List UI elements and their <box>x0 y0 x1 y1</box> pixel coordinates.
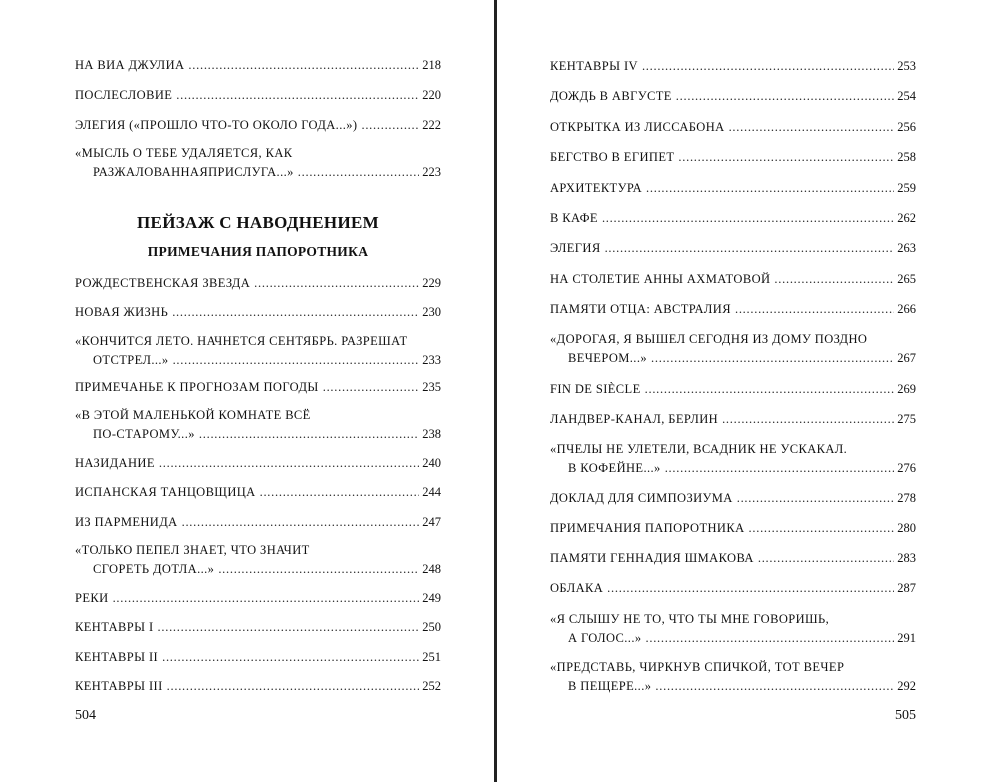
toc-page-number: 256 <box>897 120 916 134</box>
page-number-left: 504 <box>75 708 96 723</box>
toc-entry-line <box>75 483 441 502</box>
toc-page-number: 218 <box>422 58 441 72</box>
toc-entry[interactable] <box>550 579 916 598</box>
toc-entry-title: «МЫСЛЬ О ТЕБЕ УДАЛЯЕТСЯ, КАК <box>75 146 293 160</box>
toc-entry-title: ОБЛАКА <box>550 581 604 595</box>
toc-entry-title: ИЗ ПАРМЕНИДА <box>75 515 178 529</box>
toc-entry-line <box>550 87 916 106</box>
toc-entry-title: РЕКИ <box>75 591 109 605</box>
toc-page-number: 230 <box>422 305 441 319</box>
toc-page-number: 283 <box>897 551 916 565</box>
toc-entry-title: РОЖДЕСТВЕНСКАЯ ЗВЕЗДА <box>75 276 251 290</box>
toc-page-number: 275 <box>897 412 916 426</box>
toc-entry-line <box>550 300 916 319</box>
toc-entry[interactable] <box>75 86 441 105</box>
dot-leader <box>665 459 895 478</box>
toc-entry-title: ПРИМЕЧАНИЯ ПАПОРОТНИКА <box>550 521 745 535</box>
toc-page-number: 252 <box>422 679 441 693</box>
dot-leader <box>218 560 419 579</box>
toc-entry-title: «Я СЛЫШУ НЕ ТО, ЧТО ТЫ МНЕ ГОВОРИШЬ, <box>550 612 830 626</box>
toc-entry[interactable] <box>550 519 916 538</box>
toc-entry[interactable] <box>75 378 441 397</box>
toc-entry-line <box>75 274 441 293</box>
toc-page-number: 267 <box>897 351 916 365</box>
toc-entry-line <box>550 410 916 429</box>
dot-leader <box>735 300 894 319</box>
toc-entry-title: «ТОЛЬКО ПЕПЕЛ ЗНАЕТ, ЧТО ЗНАЧИТ <box>75 543 310 557</box>
toc-entry-title: FIN DE SIÈCLE <box>550 382 641 396</box>
toc-entry-line <box>550 440 916 459</box>
toc-entry-title: НОВАЯ ЖИЗНЬ <box>75 305 169 319</box>
toc-entry-line <box>550 57 916 76</box>
dot-leader <box>607 579 894 598</box>
toc-entry-line <box>550 239 916 258</box>
toc-page-number: 229 <box>422 276 441 290</box>
toc-entry-title: ВЕЧЕРОМ...» <box>568 351 648 365</box>
toc-entry-line <box>75 454 441 473</box>
toc-entry[interactable] <box>75 677 441 696</box>
dot-leader <box>159 454 419 473</box>
toc-entry-line <box>75 618 441 637</box>
toc-page-number: 265 <box>897 272 916 286</box>
toc-entry[interactable] <box>75 618 441 637</box>
toc-entry-title: НАЗИДАНИЕ <box>75 456 155 470</box>
dot-leader <box>323 378 420 397</box>
toc-page-number: 266 <box>897 302 916 316</box>
toc-entry-line <box>75 303 441 322</box>
toc-entry-title: ДОКЛАД ДЛЯ СИМПОЗИУМА <box>550 491 733 505</box>
toc-entry-title: ПОСЛЕСЛОВИЕ <box>75 88 173 102</box>
toc-entry-title: «КОНЧИТСЯ ЛЕТО. НАЧНЕТСЯ СЕНТЯБРЬ. РАЗРЕШАТ <box>75 334 408 348</box>
dot-leader <box>188 56 419 75</box>
toc-entry-title: ЭЛЕГИЯ («ПРОШЛО ЧТО-ТО ОКОЛО ГОДА...») <box>75 118 358 132</box>
toc-entry-title: ИСПАНСКАЯ ТАНЦОВЩИЦА <box>75 485 256 499</box>
dot-leader <box>182 513 420 532</box>
toc-page-number: 253 <box>897 59 916 73</box>
toc-entry-line <box>550 380 916 399</box>
dot-leader <box>199 425 419 444</box>
toc-entry[interactable] <box>75 406 441 444</box>
toc-entry-title: ПАМЯТИ ГЕННАДИЯ ШМАКОВА <box>550 551 754 565</box>
book-gutter <box>494 0 497 782</box>
toc-entry-line <box>550 489 916 508</box>
toc-page-number: 280 <box>897 521 916 535</box>
toc-entry[interactable] <box>550 87 916 106</box>
toc-entry-line <box>550 519 916 538</box>
dot-leader <box>645 380 895 399</box>
dot-leader <box>176 86 419 105</box>
toc-entry[interactable] <box>550 549 916 568</box>
toc-entry[interactable] <box>550 270 916 289</box>
subsection-title: ПРИМЕЧАНИЯ ПАПОРОТНИКА <box>147 244 369 259</box>
dot-leader <box>167 677 420 696</box>
toc-entry[interactable] <box>75 513 441 532</box>
toc-entry-title: ПРИМЕЧАНЬЕ К ПРОГНОЗАМ ПОГОДЫ <box>75 380 319 394</box>
toc-entry-title: ПАМЯТИ ОТЦА: АВСТРАЛИЯ <box>550 302 731 316</box>
toc-entry-line <box>75 589 441 608</box>
toc-entry-title: НА СТОЛЕТИЕ АННЫ АХМАТОВОЙ <box>550 272 771 286</box>
toc-page-number: 259 <box>897 181 916 195</box>
dot-leader <box>722 410 894 429</box>
toc-entry-line <box>75 378 441 397</box>
toc-entry-title: ЭЛЕГИЯ <box>550 241 601 255</box>
toc-entry-line <box>550 610 916 629</box>
dot-leader <box>173 351 420 370</box>
dot-leader <box>605 239 895 258</box>
toc-page-number: 254 <box>897 89 916 103</box>
dot-leader <box>737 489 895 508</box>
toc-entry-title: КЕНТАВРЫ I <box>75 620 154 634</box>
toc-page-number: 248 <box>422 562 441 576</box>
toc-entry-title: «ПЧЕЛЫ НЕ УЛЕТЕЛИ, ВСАДНИК НЕ УСКАКАЛ. <box>550 442 848 456</box>
toc-entry-line <box>75 513 441 532</box>
toc-entry[interactable] <box>75 541 441 579</box>
toc-entry[interactable] <box>550 330 916 368</box>
toc-page-number: 262 <box>897 211 916 225</box>
toc-entry-title: СГОРЕТЬ ДОТЛА...» <box>93 562 215 576</box>
dot-leader <box>260 483 420 502</box>
toc-entry-line <box>75 648 441 667</box>
dot-leader <box>678 148 894 167</box>
toc-entry[interactable] <box>550 300 916 319</box>
dot-leader <box>602 209 894 228</box>
toc-entry-line <box>550 330 916 349</box>
toc-entry-line <box>550 209 916 228</box>
dot-leader <box>113 589 420 608</box>
toc-entry-title: В ПЕЩЕРЕ...» <box>568 679 652 693</box>
toc-entry-line <box>550 658 916 677</box>
toc-entry-continuation <box>75 163 441 182</box>
toc-entry[interactable] <box>550 440 916 478</box>
toc-entry[interactable] <box>75 56 441 75</box>
toc-entry[interactable] <box>75 483 441 502</box>
toc-entry[interactable] <box>75 589 441 608</box>
toc-page-number: 263 <box>897 241 916 255</box>
dot-leader <box>361 116 419 135</box>
toc-page-number: 247 <box>422 515 441 529</box>
toc-entry-continuation <box>550 629 916 648</box>
toc-entry-title: ОТСТРЕЛ...» <box>93 353 169 367</box>
toc-entry-line <box>550 579 916 598</box>
toc-entry-title: «ПРЕДСТАВЬ, ЧИРКНУВ СПИЧКОЙ, ТОТ ВЕЧЕР <box>550 660 845 674</box>
dot-leader <box>158 618 420 637</box>
dot-leader <box>749 519 895 538</box>
dot-leader <box>651 349 894 368</box>
dot-leader <box>642 57 894 76</box>
toc-entry[interactable] <box>75 332 441 370</box>
toc-entry-title: «В ЭТОЙ МАЛЕНЬКОЙ КОМНАТЕ ВСЁ <box>75 408 311 422</box>
toc-page-number: 235 <box>422 380 441 394</box>
toc-entry[interactable] <box>550 57 916 76</box>
toc-entry-title: КЕНТАВРЫ II <box>75 650 159 664</box>
toc-entry-title: А ГОЛОС...» <box>568 631 642 645</box>
toc-page-number: 244 <box>422 485 441 499</box>
toc-page-number: 258 <box>897 150 916 164</box>
dot-leader <box>729 118 895 137</box>
toc-entry-title: В КОФЕЙНЕ...» <box>568 461 661 475</box>
toc-entry-continuation <box>75 560 441 579</box>
toc-entry[interactable] <box>550 239 916 258</box>
toc-entry-continuation <box>75 425 441 444</box>
toc-page-number: 223 <box>422 165 441 179</box>
toc-page-number: 238 <box>422 427 441 441</box>
toc-entry-title: ДОЖДЬ В АВГУСТЕ <box>550 89 672 103</box>
toc-entry[interactable] <box>550 610 916 648</box>
toc-page-number: 287 <box>897 581 916 595</box>
left-page <box>75 0 441 782</box>
toc-entry[interactable] <box>550 209 916 228</box>
dot-leader <box>676 87 894 106</box>
toc-entry-title: ЛАНДВЕР-КАНАЛ, БЕРЛИН <box>550 412 719 426</box>
dot-leader <box>655 677 894 696</box>
toc-entry-title: КЕНТАВРЫ III <box>75 679 163 693</box>
toc-entry[interactable] <box>75 274 441 293</box>
section-title: ПЕЙЗАЖ С НАВОДНЕНИЕМ <box>137 213 379 232</box>
toc-page-number: 233 <box>422 353 441 367</box>
toc-entry-line <box>75 541 441 560</box>
toc-entry-line <box>550 118 916 137</box>
toc-entry[interactable] <box>550 148 916 167</box>
toc-entry-title: ПО-СТАРОМУ...» <box>93 427 195 441</box>
dot-leader <box>298 163 419 182</box>
dot-leader <box>774 270 894 289</box>
toc-page-number: 251 <box>422 650 441 664</box>
toc-entry[interactable] <box>550 179 916 198</box>
dot-leader <box>758 549 894 568</box>
toc-entry-title: ОТКРЫТКА ИЗ ЛИССАБОНА <box>550 120 725 134</box>
toc-entry[interactable] <box>550 489 916 508</box>
toc-entry-title: БЕГСТВО В ЕГИПЕТ <box>550 150 675 164</box>
toc-entry-line <box>75 406 441 425</box>
toc-page-number: 240 <box>422 456 441 470</box>
dot-leader <box>162 648 419 667</box>
toc-entry[interactable] <box>75 454 441 473</box>
toc-entry[interactable] <box>75 648 441 667</box>
dot-leader <box>172 303 419 322</box>
toc-entry[interactable] <box>550 658 916 696</box>
toc-page-number: 276 <box>897 461 916 475</box>
toc-entry-line <box>75 56 441 75</box>
toc-entry[interactable] <box>550 410 916 429</box>
toc-page-number: 291 <box>897 631 916 645</box>
right-page <box>550 0 916 782</box>
toc-entry-title: КЕНТАВРЫ IV <box>550 59 638 73</box>
toc-page-number: 278 <box>897 491 916 505</box>
toc-page-number: 222 <box>422 118 441 132</box>
toc-entry-continuation <box>550 677 916 696</box>
dot-leader <box>254 274 419 293</box>
toc-entry-title: В КАФЕ <box>550 211 598 225</box>
toc-entry-continuation <box>75 351 441 370</box>
toc-entry[interactable] <box>550 380 916 399</box>
toc-entry[interactable] <box>550 118 916 137</box>
toc-page-number: 292 <box>897 679 916 693</box>
toc-entry-continuation <box>550 349 916 368</box>
toc-page-number: 220 <box>422 88 441 102</box>
toc-entry-title: НА ВИА ДЖУЛИА <box>75 58 185 72</box>
toc-entry-line <box>75 332 441 351</box>
toc-page-number: 269 <box>897 382 916 396</box>
toc-entry-line <box>550 148 916 167</box>
toc-entry-line <box>550 270 916 289</box>
toc-entry-line <box>550 179 916 198</box>
toc-entry-continuation <box>550 459 916 478</box>
toc-entry[interactable] <box>75 116 441 135</box>
toc-entry-title: РАЗЖАЛОВАННАЯПРИСЛУГА...» <box>93 165 294 179</box>
page-number-right: 505 <box>895 708 916 723</box>
toc-entry-title: «ДОРОГАЯ, Я ВЫШЕЛ СЕГОДНЯ ИЗ ДОМУ ПОЗДНО <box>550 332 868 346</box>
toc-entry[interactable] <box>75 144 441 182</box>
dot-leader <box>646 629 895 648</box>
toc-entry-title: АРХИТЕКТУРА <box>550 181 643 195</box>
toc-entry[interactable] <box>75 303 441 322</box>
dot-leader <box>646 179 894 198</box>
toc-entry-line <box>550 549 916 568</box>
toc-entry-line <box>75 677 441 696</box>
toc-entry-line <box>75 86 441 105</box>
toc-entry-line <box>75 144 441 163</box>
toc-page-number: 250 <box>422 620 441 634</box>
toc-entry-line <box>75 116 441 135</box>
toc-page-number: 249 <box>422 591 441 605</box>
